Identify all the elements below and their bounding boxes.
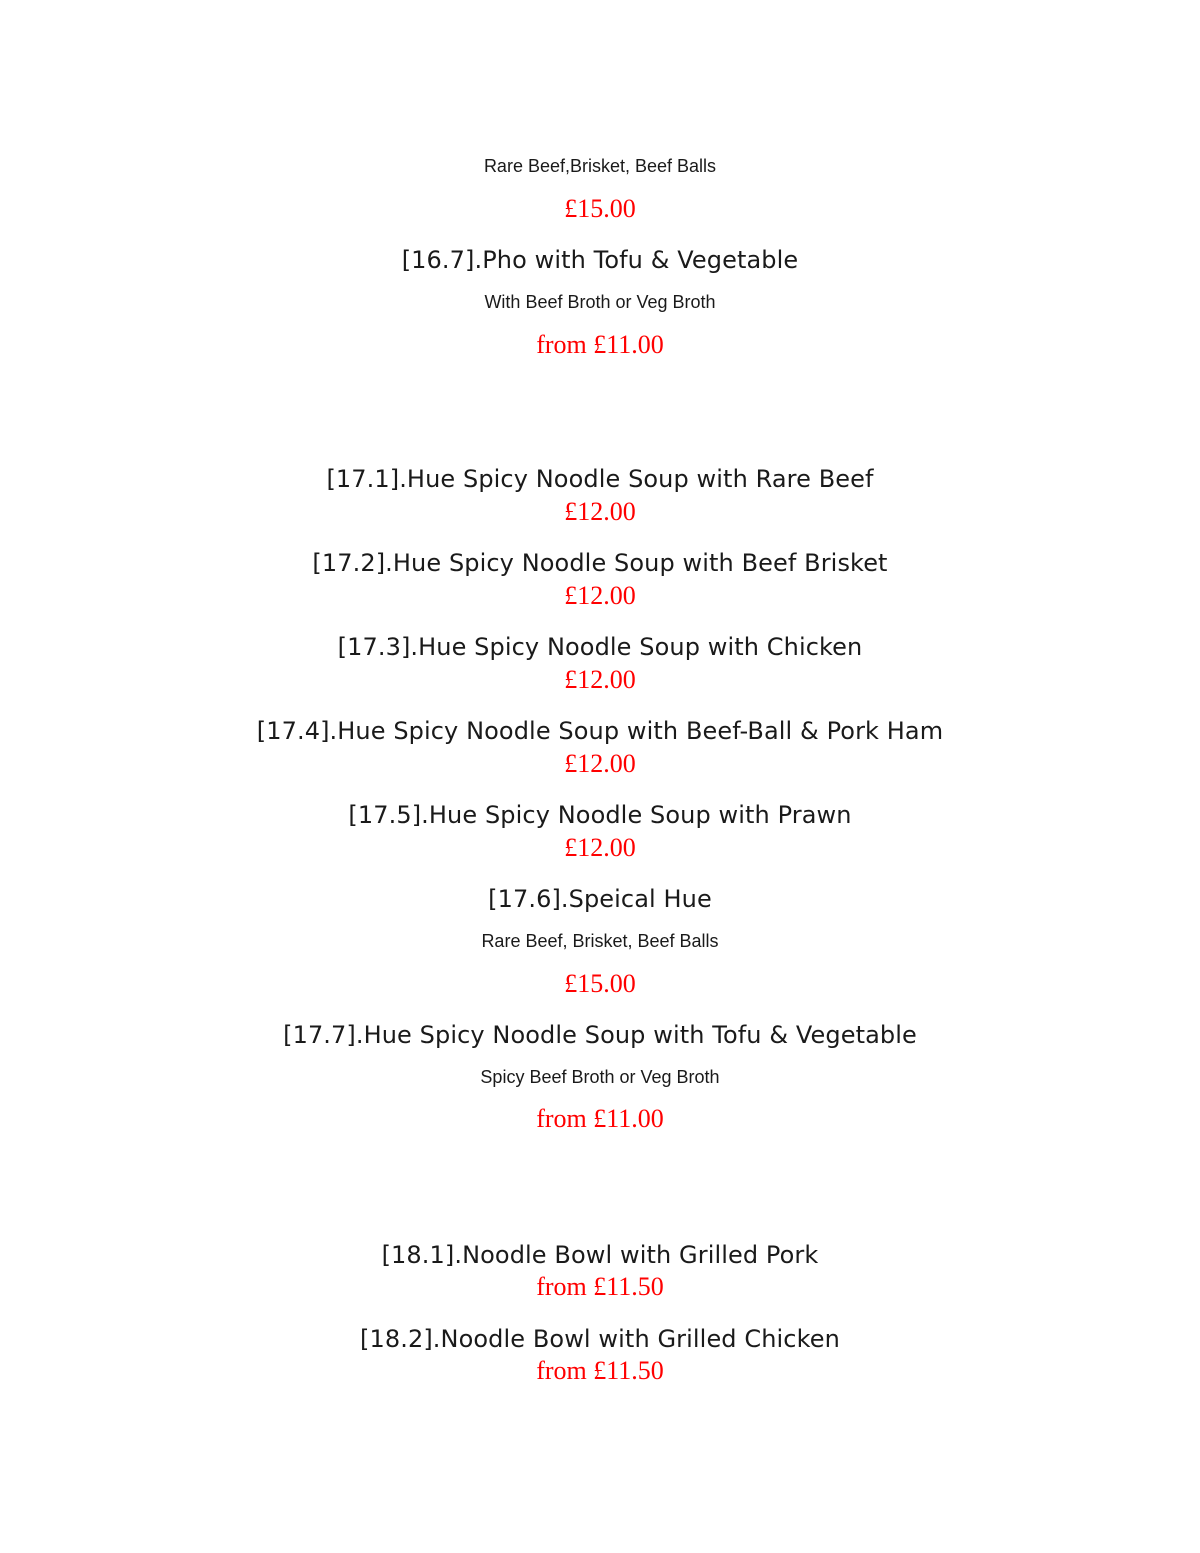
item-title: [16.7].Pho with Tofu & Vegetable [401, 246, 799, 274]
item-price: £12.00 [564, 497, 636, 526]
item-price: £12.00 [564, 581, 636, 610]
item-title: [17.5].Hue Spicy Noodle Soup with Prawn [348, 801, 852, 829]
item-title: [18.2].Noodle Bowl with Grilled Chicken [360, 1325, 840, 1353]
item-price: from £11.00 [536, 1104, 664, 1133]
item-price: £15.00 [564, 194, 636, 223]
item-description: With Beef Broth or Veg Broth [484, 292, 716, 312]
item-description: Rare Beef, Brisket, Beef Balls [481, 931, 719, 951]
item-price: £15.00 [564, 969, 636, 998]
item-title: [17.4].Hue Spicy Noodle Soup with Beef-Ball & Pork Ham [256, 717, 944, 745]
item-title: [17.7].Hue Spicy Noodle Soup with Tofu & Vegetable [283, 1021, 917, 1049]
item-title: [17.1].Hue Spicy Noodle Soup with Rare Beef [326, 465, 874, 493]
item-price: £12.00 [564, 833, 636, 862]
item-price: £12.00 [564, 749, 636, 778]
item-description: Spicy Beef Broth or Veg Broth [480, 1067, 720, 1087]
item-price: from £11.50 [536, 1272, 664, 1301]
item-price: from £11.50 [536, 1356, 664, 1385]
item-title: [17.3].Hue Spicy Noodle Soup with Chicken [337, 633, 863, 661]
item-price: £12.00 [564, 665, 636, 694]
item-title: [18.1].Noodle Bowl with Grilled Pork [381, 1241, 819, 1269]
item-price: from £11.00 [536, 330, 664, 359]
item-description: Rare Beef,Brisket, Beef Balls [483, 156, 717, 176]
item-title: [17.2].Hue Spicy Noodle Soup with Beef Brisket [312, 549, 888, 577]
item-title: [17.6].Speical Hue [488, 885, 712, 913]
